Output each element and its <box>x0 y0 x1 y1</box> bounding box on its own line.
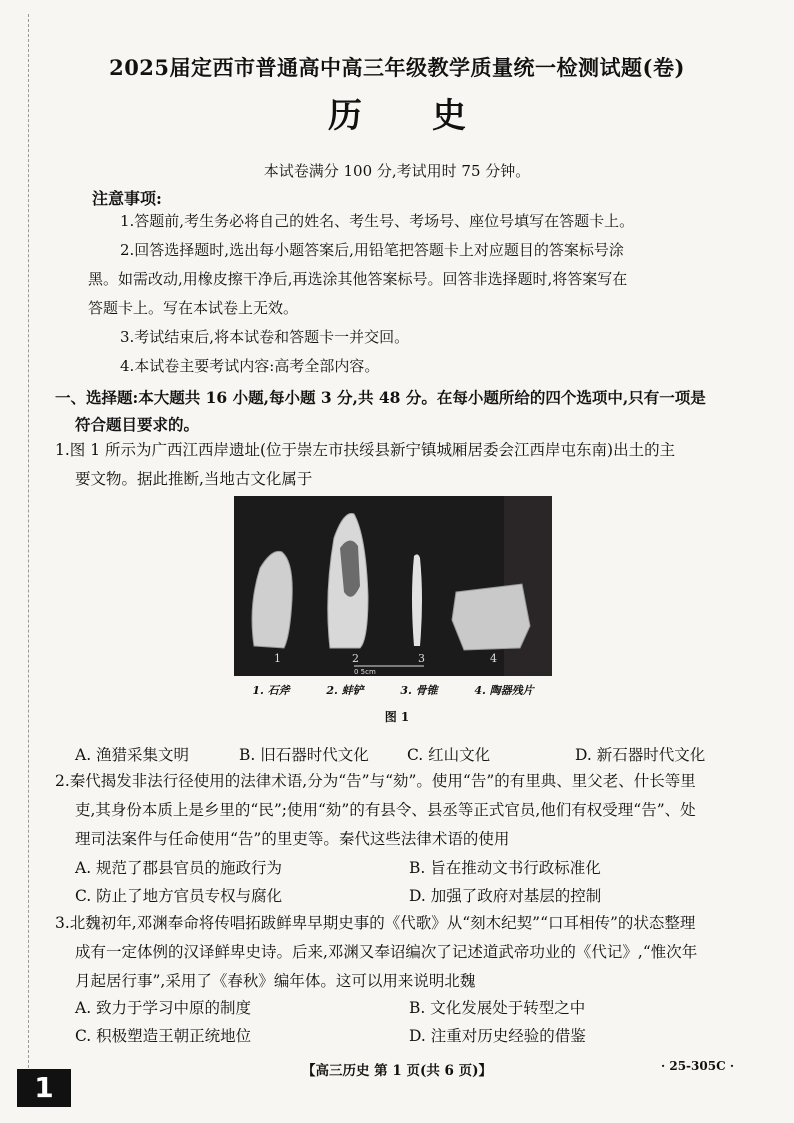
note-item: 1.答题前,考生务必将自己的姓名、考生号、考场号、座位号填写在答题卡上。 <box>120 212 635 230</box>
option-d[interactable]: D. 注重对历史经验的借鉴 <box>409 1027 586 1045</box>
note-item: 答题卡上。写在本试卷上无效。 <box>88 299 299 317</box>
question-line: 3.北魏初年,邓渊奉命将传唱拓跋鲜卑早期史事的《代歌》从“刻木纪契”“口耳相传”的状态整理 <box>55 914 696 932</box>
question-line: 理司法案件与任命使用“告”的里吏等。秦代这些法律术语的使用 <box>75 830 510 848</box>
question-line: 2.秦代揭发非法行径使用的法律术语,分为“告”与“劾”。使用“告”的有里典、里父老、什长等里 <box>55 772 696 790</box>
option-c[interactable]: C. 红山文化 <box>407 746 491 764</box>
question-2 <box>55 767 745 854</box>
option-a[interactable]: A. 致力于学习中原的制度 <box>75 999 252 1017</box>
page-footer: 【高三历史 第 1 页(共 6 页)】 <box>301 1063 493 1079</box>
section-line: 符合题目要求的。 <box>75 415 200 434</box>
artifact-label: 3. 骨锥 <box>400 684 438 697</box>
question-3 <box>55 909 745 996</box>
note-item: 3.考试结束后,将本试卷和答题卡一并交回。 <box>120 328 410 346</box>
artifact-label: 2. 蚌铲 <box>326 684 364 697</box>
artifact-label: 4. 陶器残片 <box>474 684 534 697</box>
question-line: 月起居行事”,采用了《春秋》编年体。这可以用来说明北魏 <box>75 972 476 990</box>
figure-caption: 图 1 <box>384 710 410 724</box>
section-line: 一、选择题:本大题共 16 小题,每小题 3 分,共 48 分。在每小题所给的四个选项中,只有一项是 <box>55 388 706 407</box>
artifact-number: 1 <box>274 652 281 665</box>
question-line: 1.图 1 所示为广西江西岸遗址(位于崇左市扶绥县新宁镇城厢居委会江西岸屯东南)出土的主 <box>55 441 676 459</box>
artifact-labels <box>234 682 552 698</box>
question-line: 成有一定体例的汉译鲜卑史诗。后来,邓渊又奉诏编次了记述道武帝功业的《代记》,“惟次年 <box>75 943 698 961</box>
note-item: 黑。如需改动,用橡皮擦干净后,再选涂其他答案标号。回答非选择题时,将答案写在 <box>88 270 628 288</box>
exam-info: 本试卷满分 100 分,考试用时 75 分钟。 <box>263 162 531 180</box>
artifact-number: 3 <box>418 652 425 665</box>
page-number-badge: 1 <box>17 1069 71 1107</box>
option-a[interactable]: A. 渔猎采集文明 <box>75 746 190 764</box>
option-d[interactable]: D. 新石器时代文化 <box>575 746 706 764</box>
note-item: 2.回答选择题时,选出每小题答案后,用铅笔把答题卡上对应题目的答案标号涂 <box>120 241 624 259</box>
notes-title: 注意事项: <box>92 189 162 208</box>
note-item: 4.本试卷主要考试内容:高考全部内容。 <box>120 357 380 375</box>
artifact-illustration <box>234 496 552 676</box>
artifact-photo <box>234 496 552 676</box>
artifact-number: 4 <box>490 652 497 665</box>
question-line: 要文物。据此推断,当地古文化属于 <box>75 470 313 488</box>
option-b[interactable]: B. 旧石器时代文化 <box>239 746 369 764</box>
option-a[interactable]: A. 规范了郡县官员的施政行为 <box>75 859 283 877</box>
option-b[interactable]: B. 文化发展处于转型之中 <box>409 999 586 1017</box>
scale-bar: 0 5cm <box>354 668 376 676</box>
section-heading <box>55 384 745 438</box>
question-1 <box>55 436 745 494</box>
exam-title: 2025届定西市普通高中高三年级教学质量统一检测试题(卷) <box>109 55 685 80</box>
artifact-number: 2 <box>352 652 359 665</box>
question-line: 吏,其身份本质上是乡里的“民”;使用“劾”的有县令、县丞等正式官员,他们有权受理“告”、处 <box>75 801 696 819</box>
option-c[interactable]: C. 积极塑造王朝正统地位 <box>75 1027 252 1045</box>
option-b[interactable]: B. 旨在推动文书行政标准化 <box>409 859 601 877</box>
subject-title: 历史 <box>328 96 536 136</box>
artifact-label: 1. 石斧 <box>252 684 290 697</box>
option-d[interactable]: D. 加强了政府对基层的控制 <box>409 887 602 905</box>
paper-code: · 25-305C · <box>661 1059 734 1073</box>
option-c[interactable]: C. 防止了地方官员专权与腐化 <box>75 887 283 905</box>
